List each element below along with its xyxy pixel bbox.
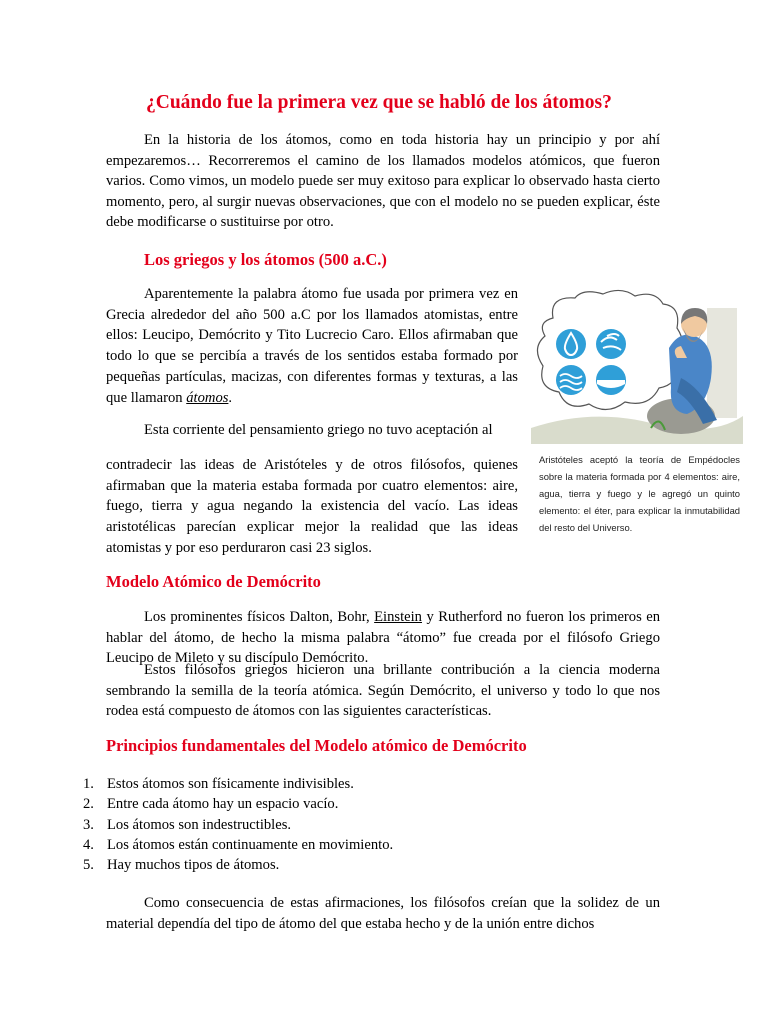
section-heading-democritus: Modelo Atómico de Demócrito (106, 572, 321, 591)
section-heading-principles: Principios fundamentales del Modelo atómico de Demócrito (106, 736, 527, 755)
list-item: 4. Los átomos están continuamente en movimiento. (83, 836, 394, 853)
section-heading-greeks: Los griegos y los átomos (500 a.C.) (144, 250, 387, 269)
waves-icon (556, 365, 586, 395)
aristotle-illustration (531, 288, 743, 444)
air-wind-icon (596, 329, 626, 359)
democritus-paragraph-2: Estos filósofos griegos hicieron una brillante contribución a la ciencia moderna sembrando la semilla de la teoría atómica. Según Demócrito, el universo y todo lo que nos rodea está compuesto de átomos con las siguientes características. (106, 662, 660, 719)
water-drop-icon (556, 329, 586, 359)
einstein-link[interactable]: Einstein (374, 609, 422, 625)
principles-list (83, 774, 393, 875)
intro-text: En la historia de los átomos, como en toda historia hay un principio y por ahí empezaremos… Recorreremos el camino de los llamados modelos atómicos, que fueron varios. Como vimos, un modelo puede ser muy exitoso para explicar lo observado hasta cierto momento, pero, al surgir nuevas observaciones, que con el modelo no se pueden explicar, éste debe modificarse o sustituirse por otro. (106, 132, 660, 230)
list-item: 2. Entre cada átomo hay un espacio vacío. (83, 796, 339, 813)
closing-paragraph: Como consecuencia de estas afirmaciones, los filósofos creían que la solidez de un material dependía del tipo de átomo del que estaba hecho y de la unión entre dichos (106, 895, 660, 932)
greeks-paragraph-1: Aparentemente la palabra átomo fue usada por primera vez en Grecia alrededor del año 500 a.C por los llamados atomistas, entre ellos: Leucipo, Demócrito y Tito Lucrecio Caro. Ellos afirmaban que todo lo que se percibía a través de los sentidos estaba formado por pequeñas partículas, macizas, con diferentes formas y texturas, a las que llamaron átomos. (106, 286, 518, 406)
figure-caption: Aristóteles aceptó la teoría de Empédocles sobre la materia formada por 4 elementos: aire, agua, tierra y fuego y le agregó un quinto elemento: el éter, para explicar la inmutabilidad del resto del Universo. (539, 454, 740, 533)
earth-icon (596, 365, 626, 395)
list-item: 5. Hay muchos tipos de átomos. (83, 857, 280, 874)
greeks-paragraph-2-line1: Esta corriente del pensamiento griego no tuvo aceptación al (144, 422, 493, 438)
greeks-paragraph-2: contradecir las ideas de Aristóteles y de otros filósofos, quienes afirmaban que la materia estaba formada por cuatro elementos: aire, fuego, tierra y agua negando la existencia del vacío. Las ideas aristotélicas parecían explicar mejor la realidad que las ideas atomistas y por eso perduraron casi 23 siglos. (106, 457, 518, 556)
list-item: 3. Los átomos son indestructibles. (83, 816, 292, 833)
page-title: ¿Cuándo fue la primera vez que se habló de los átomos? (146, 92, 612, 113)
democritus-paragraph-1: Los prominentes físicos Dalton, Bohr, Einstein y Rutherford no fueron los primeros en hablar del átomo, de hecho la misma palabra “átomo” fue creada por el filósofo Griego Leucipo de Mileto y su discípulo Demócrito. (106, 609, 661, 666)
intro-paragraph (106, 130, 660, 233)
list-item: 1. Estos átomos son físicamente indivisibles. (83, 776, 354, 792)
atomos-link[interactable]: átomos (186, 389, 229, 406)
